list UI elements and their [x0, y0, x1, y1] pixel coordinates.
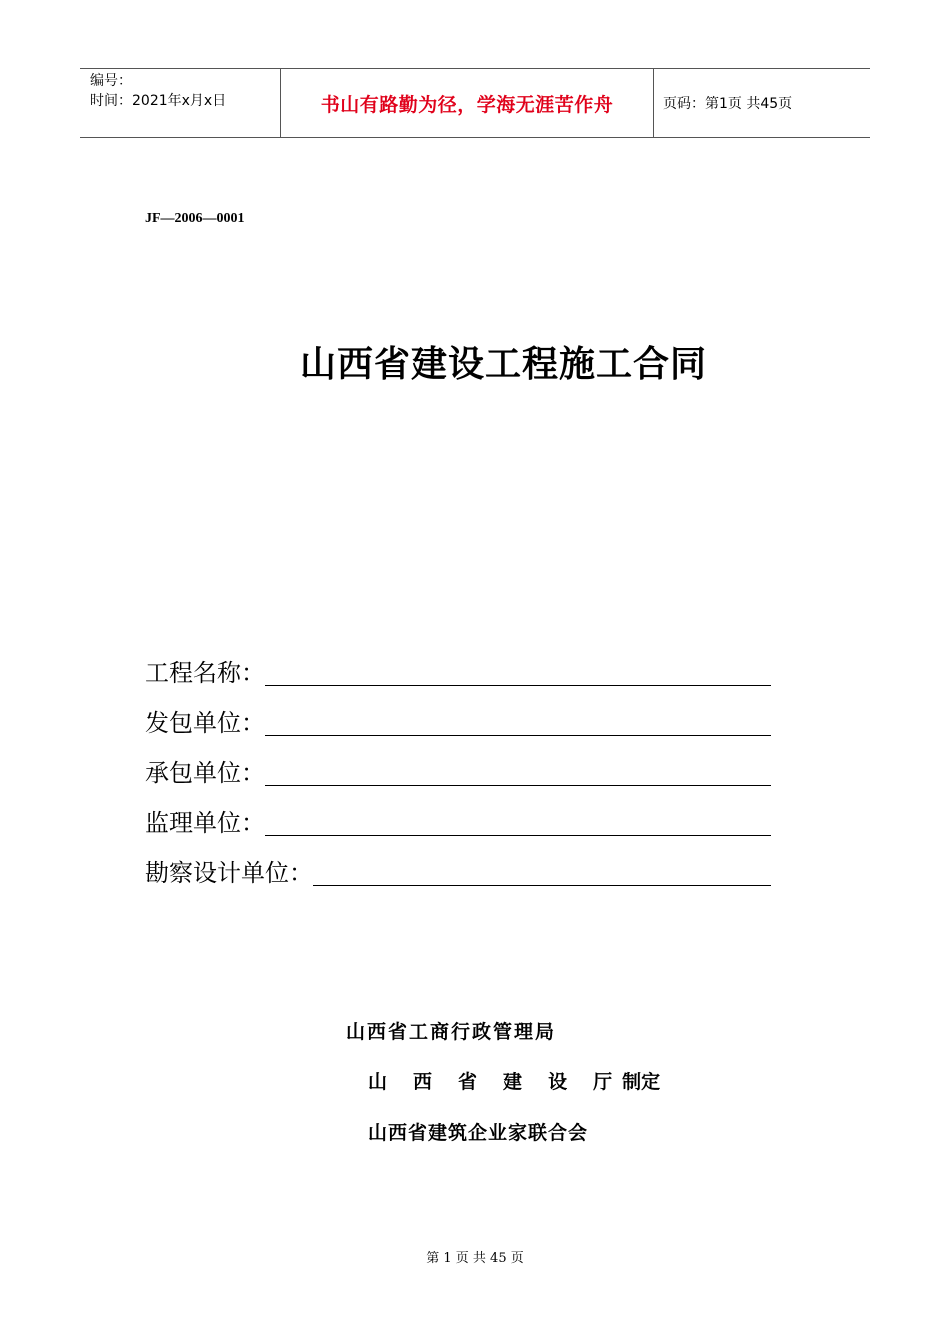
issuer-char: 制定 — [622, 1071, 661, 1093]
issuer-char: 省 — [458, 1071, 478, 1093]
header-motto: 书山有路勤为径，学海无涯苦作舟 — [281, 69, 654, 137]
field-survey-design — [145, 840, 771, 890]
issuer-char: 西 — [413, 1071, 433, 1093]
fill-in-line — [265, 755, 771, 786]
page-footer: 第 1 页 共 45 页 — [426, 1251, 524, 1266]
field-project-name — [145, 640, 771, 690]
issuer-construction-department — [368, 1067, 660, 1094]
header-meta-cell — [80, 69, 281, 137]
contract-title: 山西省建设工程施工合同 — [300, 344, 708, 385]
page-header — [80, 68, 870, 138]
document-number-label: 编号： — [90, 73, 132, 89]
issuer-char: 厅 — [593, 1071, 613, 1093]
field-supervisor — [145, 790, 771, 840]
contract-fields — [145, 640, 771, 890]
issuer-industry-commerce-bureau: 山西省工商行政管理局 — [346, 1021, 557, 1043]
issuer-char: 建 — [503, 1071, 523, 1093]
fill-in-line — [313, 855, 771, 886]
issuer-char: 设 — [548, 1071, 568, 1093]
document-date: 时间：2021年x月x日 — [90, 93, 227, 109]
field-contractor — [145, 740, 771, 790]
issuer-enterprise-federation: 山西省建筑企业家联合会 — [368, 1122, 589, 1144]
header-page-info: 页码：第1页 共45页 — [663, 96, 793, 112]
field-label: 监理单位： — [145, 809, 265, 837]
issuer-char: 山 — [368, 1071, 388, 1093]
fill-in-line — [265, 655, 771, 686]
fill-in-line — [265, 705, 771, 736]
field-label: 发包单位： — [145, 709, 265, 737]
field-label: 勘察设计单位： — [145, 859, 313, 887]
field-label: 工程名称： — [145, 659, 265, 687]
document-code: JF—2006—0001 — [145, 211, 245, 226]
field-employer — [145, 690, 771, 740]
fill-in-line — [265, 805, 771, 836]
field-label: 承包单位： — [145, 759, 265, 787]
